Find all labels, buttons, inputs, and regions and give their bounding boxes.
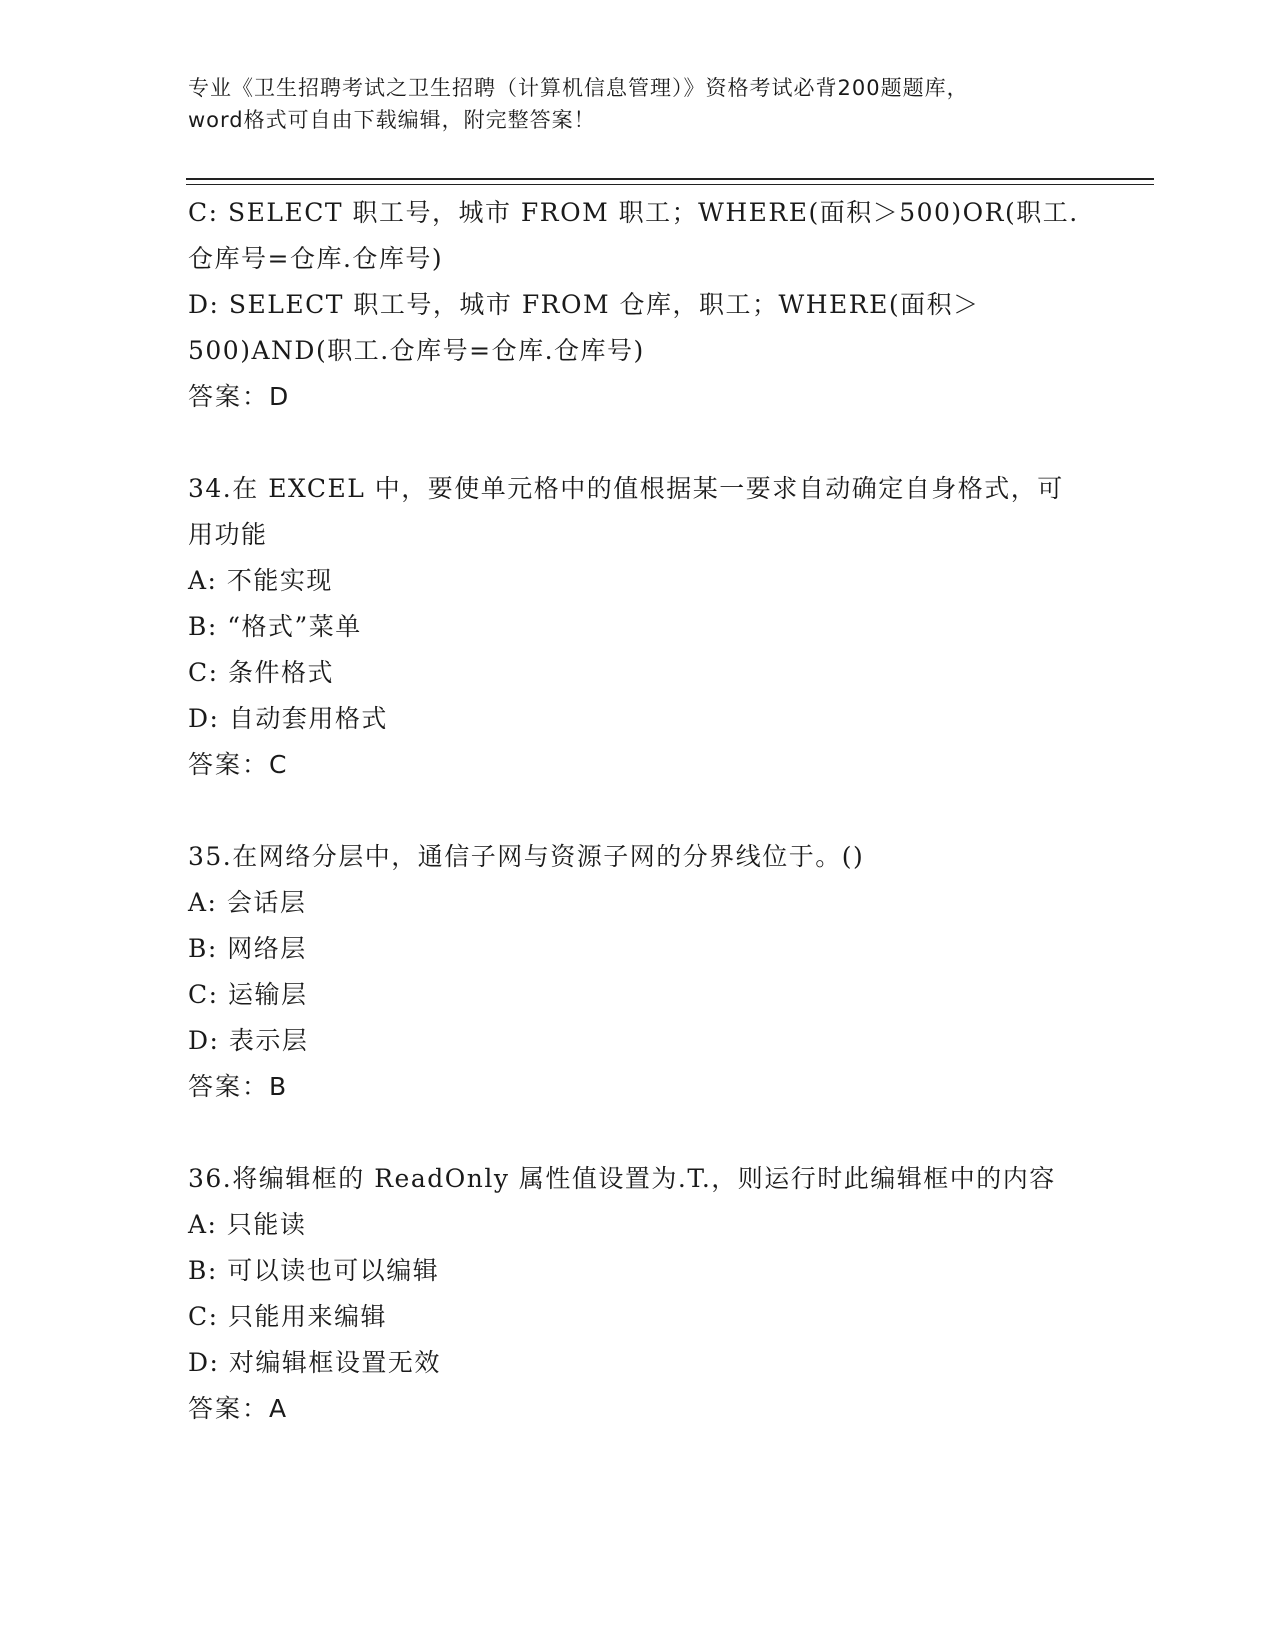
option-a: A: 不能实现	[188, 566, 333, 595]
option-b: B: “格式”菜单	[188, 612, 362, 641]
spacer	[188, 788, 1088, 834]
answer-line: 答案：B	[188, 1072, 289, 1101]
header-line-1: 专业《卫生招聘考试之卫生招聘（计算机信息管理）》资格考试必背200题题库，	[188, 76, 969, 100]
question-36	[188, 1156, 1088, 1432]
header-divider-thin	[186, 184, 1154, 185]
spacer	[188, 420, 1088, 466]
answer-line: 答案：A	[188, 1394, 289, 1423]
option-d: D: 自动套用格式	[188, 704, 388, 733]
header-divider-thick	[186, 178, 1154, 180]
answer-line: 答案：D	[188, 382, 291, 411]
option-d: D: 表示层	[188, 1026, 309, 1055]
question-35	[188, 834, 1088, 1110]
option-a: A: 会话层	[188, 888, 307, 917]
question-stem: 34.在 EXCEL 中，要使单元格中的值根据某一要求自动确定自身格式，可用功能	[188, 474, 1064, 549]
option-a: A: 只能读	[188, 1210, 307, 1239]
option-d: D: 对编辑框设置无效	[188, 1348, 441, 1377]
header-line-2: word格式可自由下载编辑，附完整答案！	[188, 108, 596, 132]
option-b: B: 可以读也可以编辑	[188, 1256, 440, 1285]
option-c: C: SELECT 职工号，城市 FROM 职工；WHERE(面积＞500)OR(职工.仓库号=仓库.仓库号)	[188, 198, 1079, 273]
question-stem: 36.将编辑框的 ReadOnly 属性值设置为.T.，则运行时此编辑框中的内容	[188, 1164, 1056, 1193]
option-c: C: 只能用来编辑	[188, 1302, 387, 1331]
question-34	[188, 466, 1088, 788]
option-b: B: 网络层	[188, 934, 307, 963]
carryover-question	[188, 190, 1088, 420]
answer-line: 答案：C	[188, 750, 289, 779]
document-header	[188, 72, 1088, 136]
option-c: C: 运输层	[188, 980, 308, 1009]
question-stem: 35.在网络分层中，通信子网与资源子网的分界线位于。()	[188, 842, 865, 871]
question-content	[188, 190, 1088, 1432]
option-d: D: SELECT 职工号，城市 FROM 仓库，职工；WHERE(面积＞500)AND(职工.仓库号=仓库.仓库号)	[188, 290, 980, 365]
option-c: C: 条件格式	[188, 658, 334, 687]
spacer	[188, 1110, 1088, 1156]
